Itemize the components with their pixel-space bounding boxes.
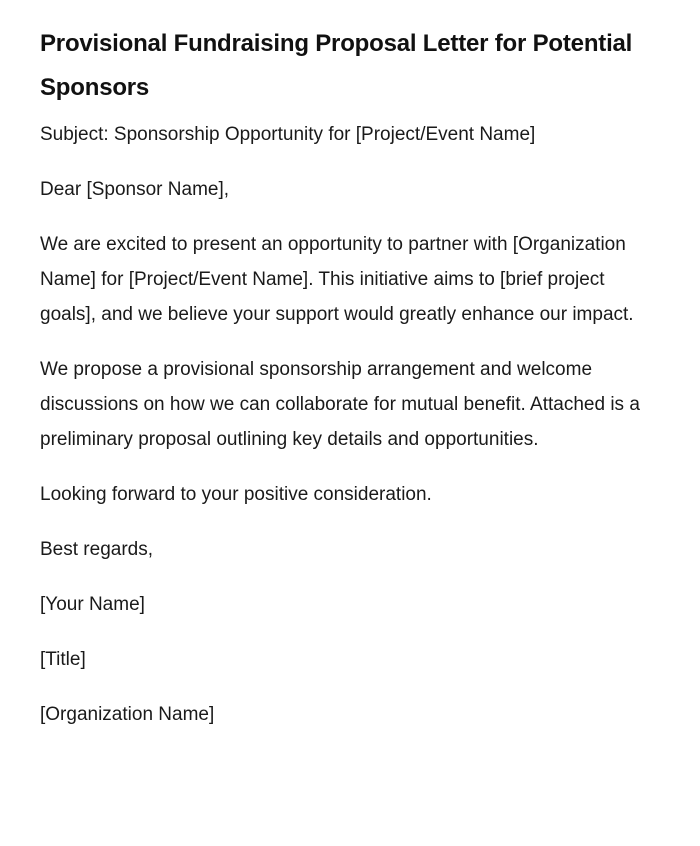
body-paragraph-2: We propose a provisional sponsorship arrangement and welcome discussions on how we can collaborate for mutual benefit. Attached is a preliminary proposal outlining key details and opportunities. (40, 359, 640, 450)
signature-name: [Your Name] (40, 594, 145, 615)
signature-title: [Title] (40, 649, 86, 670)
body-paragraph-1: We are excited to present an opportunity to partner with [Organization Name] for [Project/Event Name]. This initiative aims to [brief project goals], and we believe your support would greatly enhance our impact. (40, 234, 634, 325)
document-title: Provisional Fundraising Proposal Letter for Potential Sponsors (40, 30, 633, 101)
greeting: Dear [Sponsor Name], (40, 179, 230, 200)
sign-off: Best regards, (40, 539, 153, 560)
signature-organization: [Organization Name] (40, 704, 215, 725)
closing-line: Looking forward to your positive consideration. (40, 484, 432, 505)
subject-line: Subject: Sponsorship Opportunity for [Project/Event Name] (40, 124, 536, 145)
